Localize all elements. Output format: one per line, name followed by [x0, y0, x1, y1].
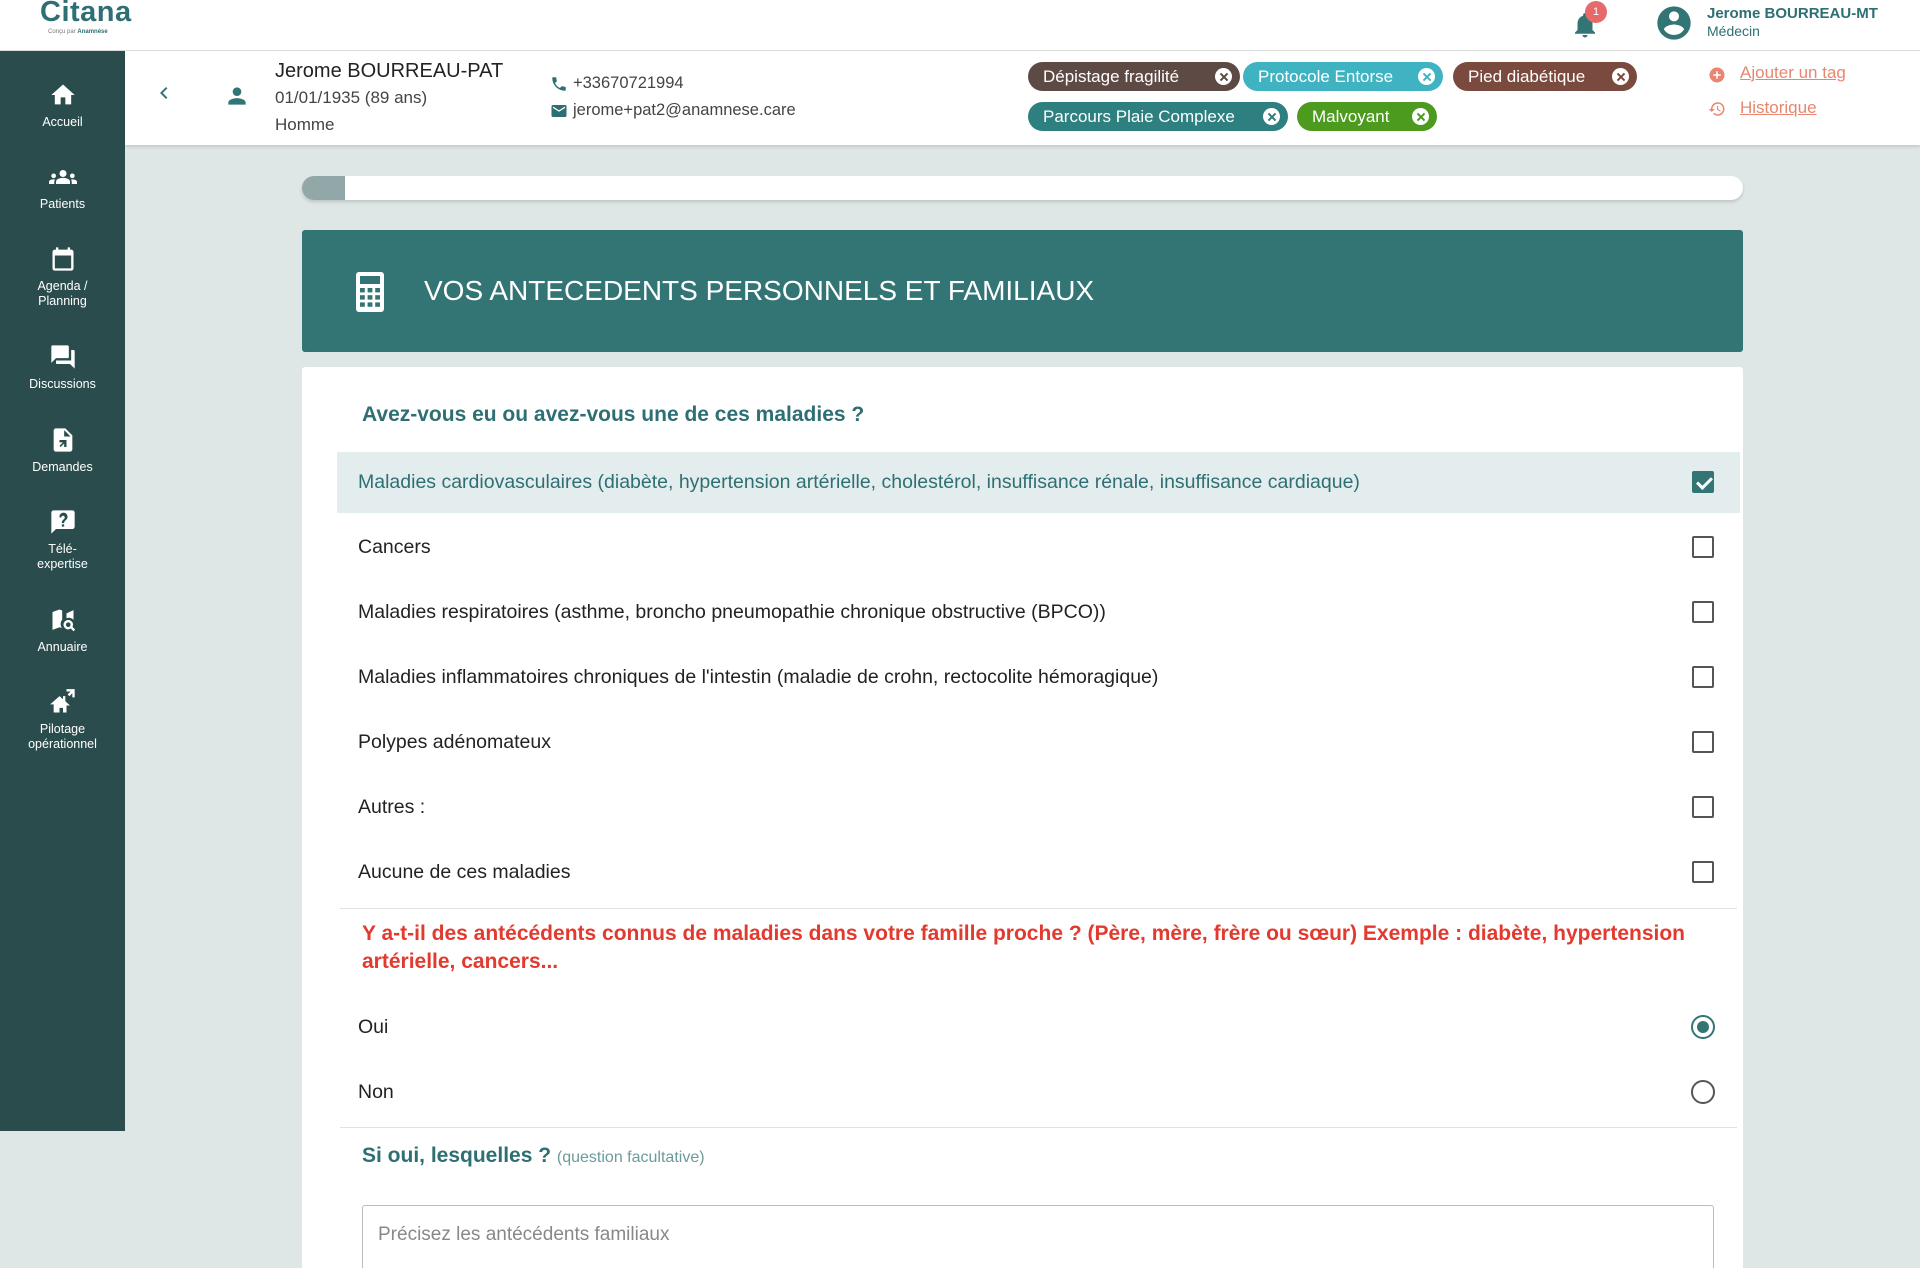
option-label: Oui	[358, 1016, 389, 1038]
sidebar-item-label: Télé-expertise	[37, 542, 88, 571]
option-label: Cancers	[358, 536, 431, 558]
close-icon[interactable]	[1412, 108, 1429, 125]
tag-pied-diabetique[interactable]: Pied diabétique	[1453, 62, 1637, 91]
directory-search-icon	[49, 606, 77, 634]
option-label: Polypes adénomateux	[358, 731, 551, 753]
option-respiratoires[interactable]	[337, 582, 1740, 643]
option-autres[interactable]	[337, 777, 1740, 838]
option-label: Maladies cardiovasculaires (diabète, hypertension artérielle, cholestérol, insuffisance rénale, insuffisance cardiaque)	[358, 471, 1360, 493]
pilotage-icon	[49, 688, 77, 716]
user-name[interactable]: Jerome BOURREAU-MT	[1707, 5, 1878, 22]
sidebar-item-label: Patients	[39, 197, 86, 211]
close-icon[interactable]	[1215, 68, 1232, 85]
phone-icon	[550, 75, 568, 93]
patient-name: Jerome BOURREAU-PAT	[275, 60, 504, 82]
user-avatar-icon[interactable]	[1654, 3, 1694, 43]
option-label: Maladies inflammatoires chroniques de l'intestin (maladie de crohn, rectocolite hémoragique)	[358, 666, 1159, 688]
tag-depistage-fragilite[interactable]: Dépistage fragilité	[1028, 62, 1240, 91]
sidebar-item-accueil[interactable]	[0, 81, 125, 130]
option-oui[interactable]	[337, 997, 1740, 1058]
option-non[interactable]	[337, 1062, 1740, 1123]
question-1-title: Avez-vous eu ou avez-vous une de ces maladies ?	[362, 403, 865, 426]
tag-parcours-plaie-complexe[interactable]: Parcours Plaie Complexe	[1028, 102, 1288, 131]
chat-icon	[49, 343, 77, 371]
history-icon	[1708, 100, 1726, 118]
close-icon[interactable]	[1263, 108, 1280, 125]
sidebar-item-agenda[interactable]	[0, 245, 125, 309]
checkbox[interactable]	[1692, 861, 1714, 883]
section-header	[302, 230, 1743, 352]
sidebar-item-label: Demandes	[32, 460, 93, 474]
progress-bar	[302, 176, 1743, 200]
option-inflammatoires[interactable]	[337, 647, 1740, 708]
history-link[interactable]: Historique	[1740, 98, 1817, 117]
sidebar-item-patients[interactable]	[0, 163, 125, 212]
sidebar-item-label: Agenda / Planning	[37, 279, 88, 308]
chevron-left-icon[interactable]	[152, 81, 176, 105]
sidebar-item-pilotage[interactable]	[0, 688, 125, 752]
option-label: Autres :	[358, 796, 426, 818]
question-2-title: Y a-t-il des antécédents connus de maladies dans votre famille proche ? (Père, mère, frère ou sœur) Exemple : diabète, hypertension artérielle, cancers...	[362, 922, 1685, 973]
tag-malvoyant[interactable]: Malvoyant	[1297, 102, 1437, 131]
checkbox[interactable]	[1692, 731, 1714, 753]
sidebar-item-discussions[interactable]	[0, 343, 125, 392]
sidebar-item-label: Accueil	[42, 115, 83, 129]
sidebar-item-label: Annuaire	[37, 640, 88, 654]
option-label: Non	[358, 1081, 394, 1103]
sidebar-item-annuaire[interactable]	[0, 606, 125, 655]
option-cancers[interactable]	[337, 517, 1740, 578]
optional-hint: (question facultative)	[556, 1149, 705, 1166]
mail-icon	[550, 102, 568, 120]
patients-icon	[49, 163, 77, 191]
notification-badge: 1	[1585, 1, 1607, 23]
form-card	[302, 367, 1743, 1268]
option-polypes[interactable]	[337, 712, 1740, 773]
sidebar-item-demandes[interactable]	[0, 426, 125, 475]
patient-email[interactable]: jerome+pat2@anamnese.care	[573, 101, 796, 120]
question-3-title: Si oui, lesquelles ? (question facultative)	[362, 1144, 705, 1167]
option-label: Maladies respiratoires (asthme, broncho pneumopathie chronique obstructive (BPCO))	[358, 601, 1106, 623]
radio-selected[interactable]	[1691, 1015, 1715, 1039]
patient-phone[interactable]: +33670721994	[573, 74, 684, 93]
sidebar-item-tele-expertise[interactable]	[0, 508, 125, 572]
tele-expertise-icon	[49, 508, 77, 536]
checkbox[interactable]	[1692, 601, 1714, 623]
request-file-icon	[49, 426, 77, 454]
checkbox[interactable]	[1692, 796, 1714, 818]
radio[interactable]	[1691, 1080, 1715, 1104]
close-icon[interactable]	[1612, 68, 1629, 85]
divider	[340, 1127, 1737, 1128]
option-cardiovasculaires[interactable]	[337, 452, 1740, 513]
tag-protocole-entorse[interactable]: Protocole Entorse	[1243, 62, 1443, 91]
checkbox-checked[interactable]	[1692, 471, 1714, 493]
user-role: Médecin	[1707, 23, 1760, 39]
add-tag-link[interactable]: Ajouter un tag	[1740, 63, 1846, 82]
checkbox[interactable]	[1692, 536, 1714, 558]
calculator-icon	[356, 272, 384, 312]
close-icon[interactable]	[1418, 68, 1435, 85]
home-icon	[49, 81, 77, 109]
patient-header	[125, 51, 1920, 145]
top-bar	[0, 0, 1920, 51]
sidebar-item-label: Pilotage opérationnel	[28, 722, 97, 751]
logo-text: Citana	[40, 0, 132, 28]
section-title: VOS ANTECEDENTS PERSONNELS ET FAMILIAUX	[424, 275, 1095, 306]
app-logo[interactable]	[40, 0, 160, 44]
sidebar	[0, 51, 125, 1131]
option-label: Aucune de ces maladies	[358, 861, 571, 883]
sidebar-item-label: Discussions	[29, 377, 96, 391]
divider	[340, 908, 1737, 909]
patient-dob: 01/01/1935 (89 ans)	[275, 88, 428, 107]
calendar-icon	[49, 245, 77, 273]
add-circle-icon	[1708, 66, 1726, 84]
patient-sex: Homme	[275, 115, 335, 134]
checkbox[interactable]	[1692, 666, 1714, 688]
option-aucune[interactable]	[337, 842, 1740, 903]
family-history-textarea[interactable]	[362, 1205, 1714, 1268]
progress-fill	[302, 176, 345, 200]
logo-tagline: Conçu par Anamnèse	[48, 29, 108, 35]
person-icon	[224, 83, 250, 109]
